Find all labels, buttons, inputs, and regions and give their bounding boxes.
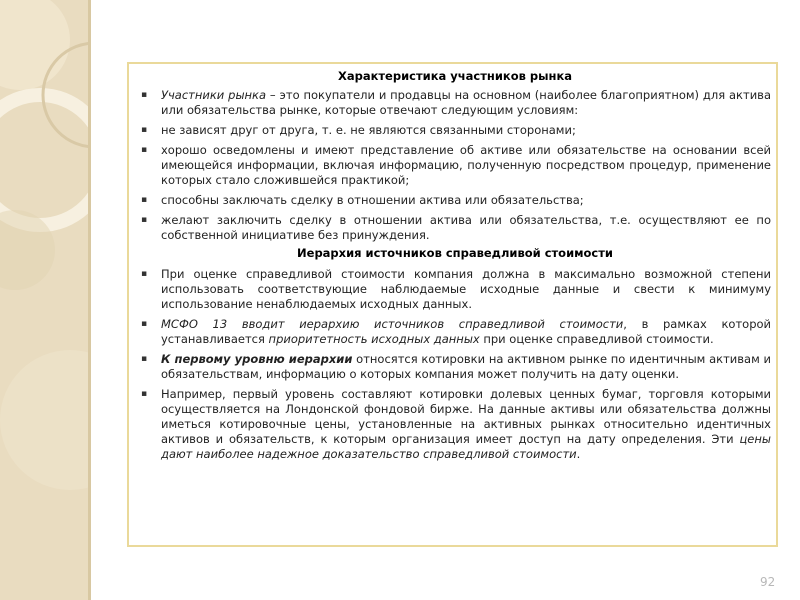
- list-item: [139, 267, 771, 312]
- term-ifrs13: МСФО 13 вводит иерархию источников справедливой стоимости: [161, 317, 624, 331]
- content-box: [127, 62, 778, 547]
- heading-market-participants: Характеристика участников рынка: [337, 69, 573, 83]
- bullet-icon: ▪: [141, 354, 148, 364]
- list-item: [139, 193, 771, 208]
- bullet-icon: ▪: [141, 195, 148, 205]
- bullet-icon: ▪: [141, 90, 148, 100]
- item-text: относятся котировки на активном рынке по идентичным активам и обязательствам, информацию о которых компания может получить на дату оценки.: [161, 352, 771, 381]
- item-text: – это покупатели и продавцы на основном (наиболее благоприятном) для актива или обязательства рынке, которые отвечают следующим условиям:: [161, 88, 771, 117]
- item-text: Например, первый уровень составляют котировки долевых ценных бумаг, торговля которыми осуществляется на Лондонской фондовой бирже. На данные активы или обязательства должны иметься котировочные цены, установленные на активных рынках относительно идентичных активов и обязательств, к которым организация имеет доступ на дату определения. Эти: [161, 387, 771, 446]
- term-market-participants: Участники рынка: [161, 88, 267, 102]
- bullet-icon: ▪: [141, 269, 148, 279]
- list-item: [139, 143, 771, 188]
- decorative-circles: [0, 0, 88, 600]
- bullet-icon: ▪: [141, 389, 148, 399]
- item-text: при оценке справедливой стоимости.: [479, 332, 714, 346]
- bullet-icon: ▪: [141, 319, 148, 329]
- bullet-icon: ▪: [141, 215, 148, 225]
- decorative-side-band: [0, 0, 88, 600]
- list-item: [139, 352, 771, 382]
- item-text: При оценке справедливой стоимости компания должна в максимально возможной степени использовать соответствующие наблюдаемые исходные данные и свести к минимуму использование ненаблюдаемых исходных данных.: [161, 267, 771, 311]
- list-item: [139, 123, 771, 138]
- band-edge: [88, 0, 91, 600]
- heading-fair-value-hierarchy: Иерархия источников справедливой стоимости: [297, 246, 613, 260]
- item-text: , в рамках которой устанавливается: [161, 317, 772, 346]
- list-item: [139, 213, 771, 243]
- item-text: хорошо осведомлены и имеют представление об активе или обязательстве на основании всей имеющейся информации, включая информацию, полученную посредством процедур, применение которых стало сложившейся практикой;: [161, 143, 771, 187]
- bullet-icon: ▪: [141, 145, 148, 155]
- list-item: [139, 88, 771, 118]
- term-reliable-evidence: цены дают наиболее надежное доказательство справедливой стоимости: [161, 432, 771, 461]
- item-text: желают заключить сделку в отношении актива или обязательства, т.е. осуществляют ее по собственной инициативе без принуждения.: [161, 213, 771, 242]
- list-item: [139, 317, 771, 347]
- term-priority: приоритетность исходных данных: [268, 332, 480, 346]
- item-text: способны заключать сделку в отношении актива или обязательства;: [161, 193, 584, 207]
- bullet-icon: ▪: [141, 125, 148, 135]
- item-text: не зависят друг от друга, т. е. не являются связанными сторонами;: [161, 123, 576, 137]
- term-level-one: К первому уровню иерархии: [161, 352, 353, 366]
- item-text: .: [576, 447, 581, 461]
- list-item: [139, 387, 771, 462]
- page-number: 92: [760, 575, 776, 589]
